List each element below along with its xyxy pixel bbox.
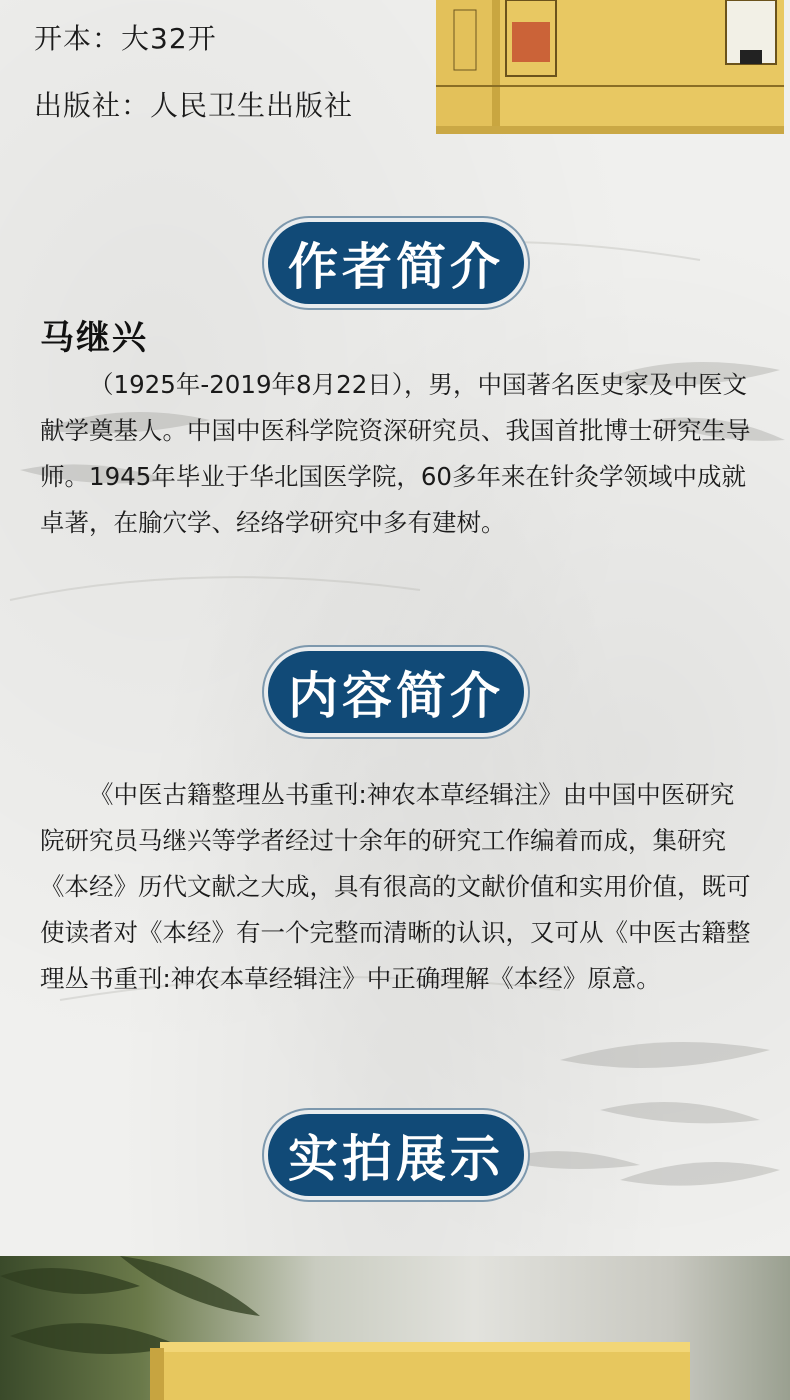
author-name: 马继兴 bbox=[40, 318, 148, 358]
publisher-spec: 出版社：人民卫生出版社 bbox=[34, 89, 354, 122]
format-spec: 开本：大32开 bbox=[34, 22, 217, 55]
content-summary: 《中医古籍整理丛书重刊:神农本草经辑注》由中国中医研究院研究员马继兴等学者经过十余年的研究工作编着而成，集研究《本经》历代文献之大成，具有很高的文献价值和实用价值，既可使读者对《本经》有一个完整而清晰的认识，又可从《中医古籍整理丛书重刊:神农本草经辑注》中正确理解《本经》原意。 bbox=[40, 780, 751, 993]
author-bio: （1925年-2019年8月22日），男，中国著名医史家及中医文献学奠基人。中国中医科学院资深研究员、我国首批博士研究生导师。1945年毕业于华北国医学院，60多年来在针灸学领域中成就卓著，在腧穴学、经络学研究中多有建树。 bbox=[40, 370, 751, 537]
product-photo bbox=[0, 1256, 790, 1400]
section-title-photo: 实拍展示 bbox=[268, 1114, 524, 1196]
section-title-author: 作者简介 bbox=[268, 222, 524, 304]
book-image-top bbox=[436, 0, 784, 134]
section-title-content: 内容简介 bbox=[268, 651, 524, 733]
